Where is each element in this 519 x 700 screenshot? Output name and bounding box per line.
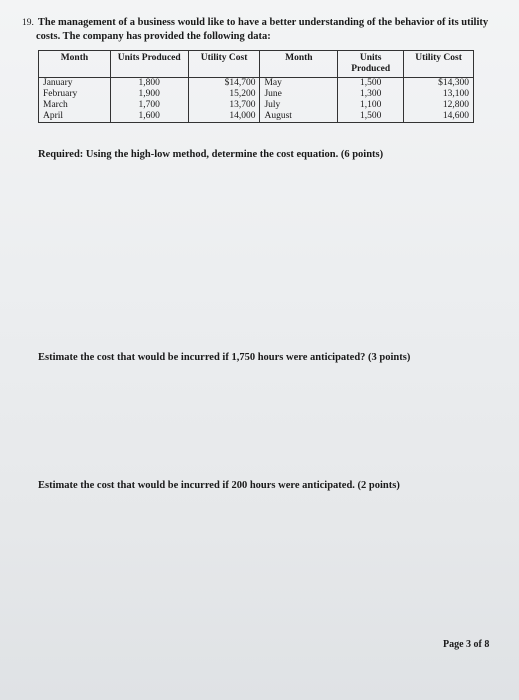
page-number: Page 3 of 8 [443,639,490,650]
estimate-question-1: Estimate the cost that would be incurred if 1,750 hours were anticipated? (3 points) [38,352,411,363]
cell-units: 1,600 [110,111,188,123]
question-line-1 [22,16,492,30]
header-units-produced: Units Produced [110,51,188,78]
question-prompt [22,16,492,43]
cell-cost: 15,200 [188,89,260,100]
header-utility-cost: Utility Cost [188,51,260,78]
cell-month-2: June [260,89,338,100]
question-number: 19. [22,18,34,28]
cell-cost-2: 13,100 [404,89,474,100]
utility-data-table [38,50,474,123]
cell-units: 1,900 [110,89,188,100]
cell-units: 1,800 [110,78,188,90]
cell-month: January [39,78,111,90]
question-text-1: The management of a business would like to have a better understanding of the behavior of its utility [37,17,489,28]
cell-units-2: 1,500 [338,78,404,90]
cell-units: 1,700 [110,100,188,111]
cell-month: April [39,111,111,123]
table-row [39,89,474,100]
cell-cost: $14,700 [188,78,260,90]
cell-cost-2: $14,300 [404,78,474,90]
cell-cost: 13,700 [188,100,260,111]
cell-month: February [39,89,111,100]
cell-cost: 14,000 [188,111,260,123]
table-header-row [39,51,474,78]
table-row [39,78,474,90]
question-line-2: costs. The company has provided the following data: [36,31,271,42]
cell-units-2: 1,500 [338,111,404,123]
required-instruction: Required: Using the high-low method, determine the cost equation. (6 points) [38,149,384,160]
estimate-question-2: Estimate the cost that would be incurred if 200 hours were anticipated. (2 points) [38,480,400,491]
header-month: Month [39,51,111,78]
cell-cost-2: 14,600 [404,111,474,123]
cell-month-2: July [260,100,338,111]
table-row [39,111,474,123]
cell-month: March [39,100,111,111]
cell-month-2: August [260,111,338,123]
table-row [39,100,474,111]
header-units-produced-2: Units Produced [338,51,404,78]
cell-units-2: 1,300 [338,89,404,100]
header-month-2: Month [260,51,338,78]
header-utility-cost-2: Utility Cost [404,51,474,78]
cell-month-2: May [260,78,338,90]
cell-cost-2: 12,800 [404,100,474,111]
cell-units-2: 1,100 [338,100,404,111]
